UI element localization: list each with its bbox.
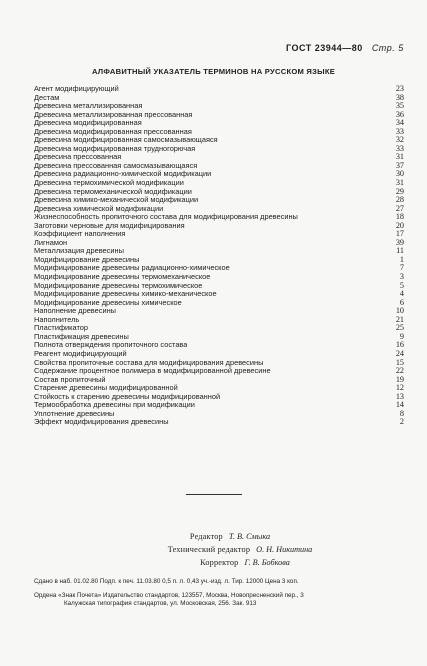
index-entry [34,239,404,248]
index-term-number: 4 [399,289,404,299]
index-entry [34,188,404,197]
index-term-number: 24 [395,348,404,358]
index-term: Модифицирование древесины термомеханическое [34,273,211,282]
index-term: Наполнение древесины [34,307,116,316]
index-term-number: 21 [395,314,404,324]
index-term: Древесина металлизированная прессованная [34,110,193,119]
index-term-number: 22 [395,366,404,376]
index-term: Модифицирование древесины радиационно-химическое [34,264,230,273]
index-term: Модифицирование древесины химико-механическое [34,290,217,299]
index-term: Термообработка древесины при модификации [34,401,195,410]
index-entry [34,136,404,145]
imprint-printer: Калужская типография стандартов, ул. Московская, 256. Зак. 913 [64,600,257,607]
index-entry [34,264,404,273]
index-term: Древесина химической модификации [34,204,164,213]
index-entry [34,179,404,188]
index-term-number: 11 [396,246,404,256]
index-term: Древесина прессованная самосмазывающаяся [34,161,198,170]
proofreader-line [120,556,370,569]
index-entry [34,170,404,179]
index-term-number: 37 [395,160,404,170]
index-term: Древесина металлизированная [34,102,143,111]
index-entry [34,401,404,410]
index-entry [34,85,404,94]
index-entry [34,333,404,342]
index-entry [34,384,404,393]
separator-rule [186,494,242,495]
index-term: Древесина термохимической модификации [34,179,184,188]
index-term: Древесина модифицированная прессованная [34,127,192,136]
index-term: Заготовки черновые для модифицирования [34,221,185,230]
index-term: Содержание процентное полимера в модифицированной древесине [34,367,271,376]
index-term-number: 9 [399,331,404,341]
index-term: Старение древесины модифицированной [34,384,178,393]
index-entry [34,153,404,162]
index-term-number: 19 [395,374,404,384]
index-term: Модифицирование древесины химическое [34,298,182,307]
index-term-number: 31 [395,152,404,162]
index-entry [34,128,404,137]
editors-block [110,530,370,569]
index-entry [34,299,404,308]
index-entry [34,341,404,350]
index-term: Наполнитель [34,315,80,324]
index-entry [34,145,404,154]
index-term: Древесина модифицированная [34,119,142,128]
index-entry [34,410,404,419]
index-entry [34,376,404,385]
index-term: Состав пропиточный [34,375,106,384]
index-entry [34,359,404,368]
index-term-number: 33 [395,126,404,136]
index-term-number: 18 [395,212,404,222]
index-term-number: 38 [395,92,404,102]
tech-editor-line [110,543,370,556]
index-entry [34,247,404,256]
index-term: Модифицирование древесины термохимическое [34,281,203,290]
index-term-number: 32 [395,135,404,145]
index-entry [34,367,404,376]
index-term: Агент модифицирующий [34,85,119,93]
index-entry [34,418,404,427]
index-entry [34,307,404,316]
index-term-number: 39 [395,237,404,247]
index-entry [34,290,404,299]
index-term: Жизнеспособность пропиточного состава для модифицирования древесины [34,213,298,222]
index-term-number: 27 [395,203,404,213]
index-entry [34,111,404,120]
index-term-number: 17 [395,229,404,239]
index-term-number: 23 [395,84,404,93]
index-term-number: 12 [395,383,404,393]
standard-code: ГОСТ 23944—80 [286,43,363,53]
index-title: АЛФАВИТНЫЙ УКАЗАТЕЛЬ ТЕРМИНОВ НА РУССКОМ ЯЗЫКЕ [91,67,336,76]
index-term-number: 31 [395,178,404,188]
index-term: Древесина модифицированная самосмазывающаяся [34,136,218,145]
index-term-number: 15 [395,357,404,367]
index-term: Древесина химико-механической модификации [34,196,199,205]
index-term-number: 33 [395,143,404,153]
index-term-number: 25 [395,323,404,333]
index-term: Модифицирование древесины [34,255,140,264]
index-term-number: 28 [395,195,404,205]
index-term-number: 36 [395,109,404,119]
editor-role: Редактор [189,532,223,541]
page-number: Стр. 5 [371,43,404,53]
index-term: Древесина прессованная [34,153,122,162]
index-term: Дестам [34,93,60,102]
index-term: Пластификатор [34,324,89,333]
index-term: Коэффициент наполнения [34,230,126,239]
term-index-list [34,85,404,427]
index-term: Эффект модифицирования древесины [34,418,169,427]
index-term-number: 8 [399,408,404,418]
index-entry [34,324,404,333]
index-term-number: 34 [395,118,404,128]
index-entry [34,316,404,325]
index-entry [34,196,404,205]
page-header [286,43,418,53]
editor-line [90,530,370,543]
index-term-number: 30 [395,169,404,179]
index-term-number: 35 [395,101,404,111]
index-term-number: 29 [395,186,404,196]
index-term-number: 6 [399,297,404,307]
imprint-block [34,578,404,609]
index-entry [34,273,404,282]
index-term: Лигнамон [34,238,68,247]
imprint-publisher: Ордена «Знак Почета» Издательство стандартов, 123557, Москва, Новопресненский пер., 3 [34,591,304,599]
index-term: Древесина модифицированная трудногорючая [34,144,196,153]
imprint-print-details: Сдано в наб. 01.02.80 Подп. к печ. 11.03.80 0,5 п. л. 0,43 уч.-изд. л. Тир. 12000 Цена 3 коп. [34,578,299,585]
index-term: Пластификация древесины [34,332,129,341]
index-term-number: 3 [399,272,404,282]
index-term-number: 2 [399,417,404,427]
index-entry [34,256,404,265]
index-entry [34,94,404,103]
index-term-number: 1 [399,254,404,264]
index-entry [34,213,404,222]
index-entry [34,205,404,214]
index-entry [34,222,404,231]
index-term-number: 14 [395,400,404,410]
index-entry [34,119,404,128]
index-term-number: 13 [395,391,404,401]
tech-editor-name: О. Н. Никитина [256,545,313,554]
index-term: Полнота отверждения пропиточного состава [34,341,188,350]
index-entry [34,162,404,171]
index-term: Реагент модифицирующий [34,349,127,358]
index-term-number: 16 [395,340,404,350]
index-term: Древесина радиационно-химической модификации [34,170,212,179]
proofreader-role: Корректор [200,558,239,567]
index-entry [34,350,404,359]
index-entry [34,102,404,111]
index-term: Древесина термомеханической модификации [34,187,192,196]
index-term-number: 7 [399,263,404,273]
index-entry [34,282,404,291]
tech-editor-role: Технический редактор [167,545,251,554]
index-term: Металлизация древесины [34,247,124,256]
index-term-number: 10 [395,306,404,316]
index-term-number: 20 [395,220,404,230]
index-term-number: 5 [399,280,404,290]
proofreader-name: Г. В. Бобкова [244,558,290,567]
index-entry [34,393,404,402]
index-entry [34,230,404,239]
index-term: Уплотнение древесины [34,409,115,418]
index-term: Свойства пропиточные состава для модифицирования древесины [34,358,264,367]
editor-name: Т. В. Смыка [228,532,271,541]
index-term: Стойкость к старению древесины модифицированной [34,392,221,401]
